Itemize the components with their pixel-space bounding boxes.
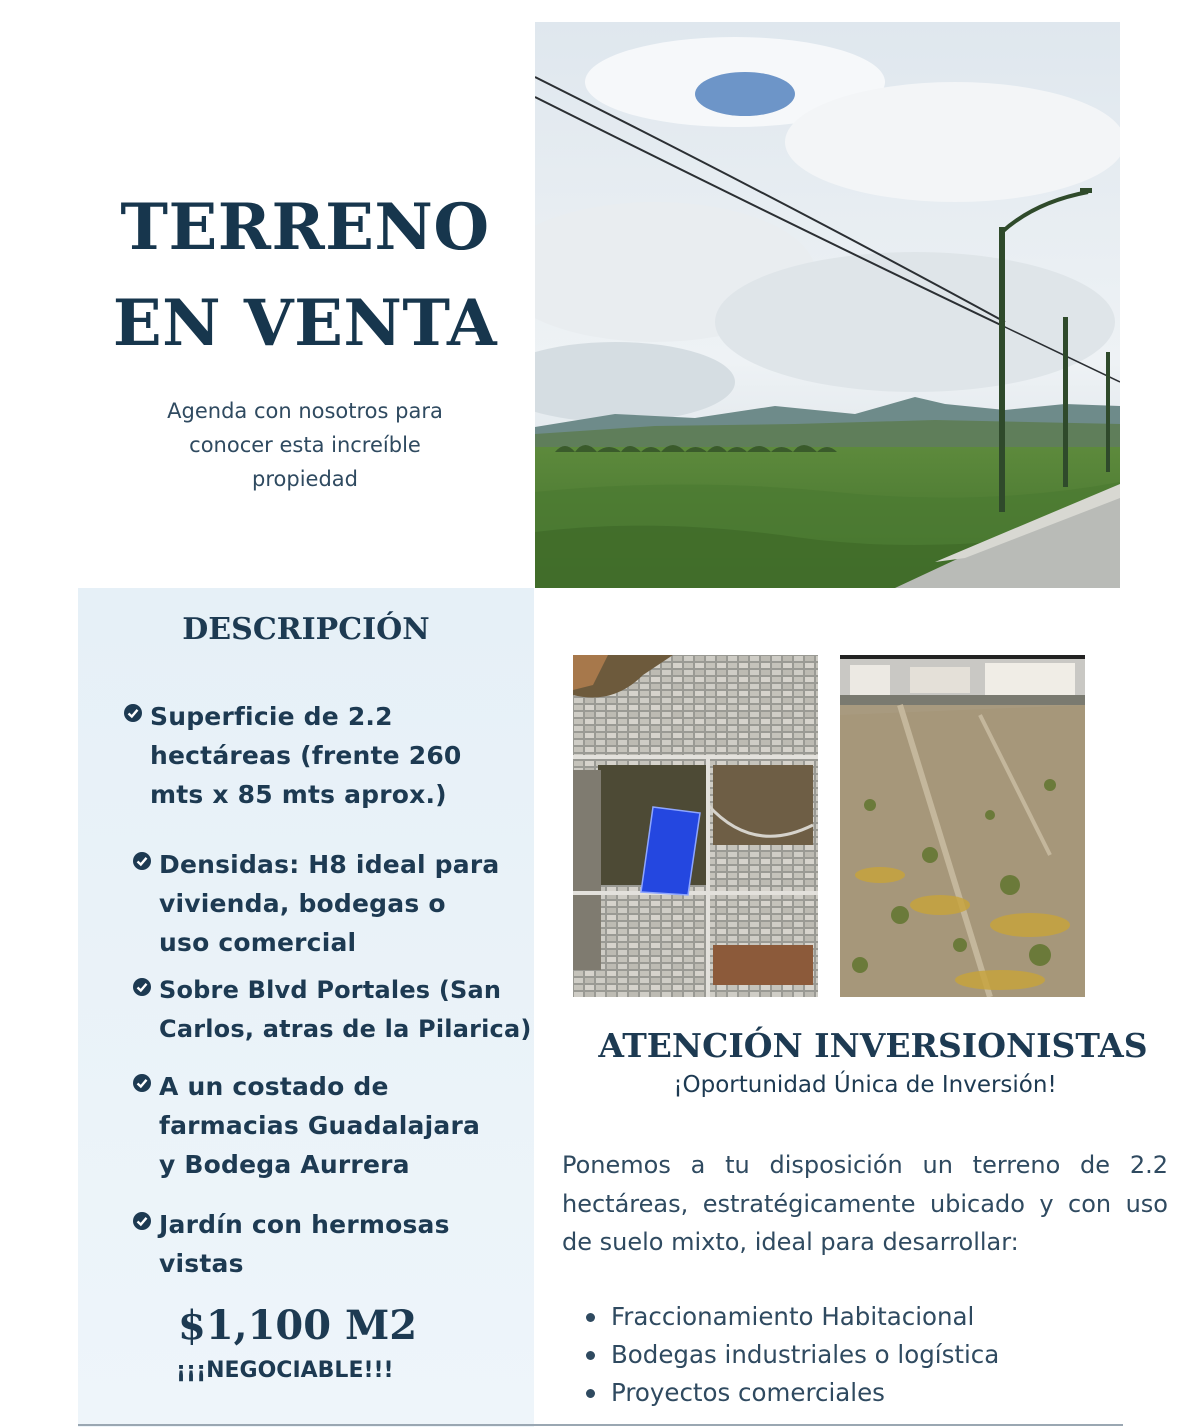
investors-heading: ATENCIÓN INVERSIONISTAS <box>598 1026 1148 1065</box>
feature-line: farmacias Guadalajara <box>159 1111 481 1140</box>
page-title-line-2: EN VENTA <box>112 286 498 361</box>
check-circle-icon <box>132 1073 152 1093</box>
opportunity-tagline: ¡Oportunidad Única de Inversión! <box>673 1072 1057 1098</box>
lot-ground-photo <box>840 655 1085 997</box>
check-circle-icon <box>123 703 143 723</box>
feature-line: mts x 85 mts aprox.) <box>150 780 447 809</box>
list-item <box>583 1336 999 1374</box>
check-circle-icon <box>132 977 152 997</box>
aerial-map-photo <box>573 655 818 997</box>
list-item-label: Proyectos comerciales <box>611 1378 885 1407</box>
feature-line: A un costado de <box>159 1072 389 1101</box>
bottom-divider <box>78 1424 1123 1426</box>
subtitle-line-1: Agenda con nosotros para <box>167 399 443 423</box>
feature-line: hectáreas (frente 260 <box>150 741 462 770</box>
feature-line: Jardín con hermosas <box>159 1210 450 1239</box>
feature-item <box>159 1067 559 1184</box>
list-item <box>583 1298 999 1336</box>
feature-item <box>159 1205 559 1283</box>
feature-item <box>159 971 539 1049</box>
negotiable-label: ¡¡¡NEGOCIABLE!!! <box>176 1358 394 1383</box>
bullet-dot-icon <box>586 1313 595 1322</box>
title-block <box>110 180 500 496</box>
bullet-dot-icon <box>586 1351 595 1360</box>
feature-line: y Bodega Aurrera <box>159 1150 410 1179</box>
intro-paragraph: Ponemos a tu disposición un terreno de 2.2 hectáreas, estratégicamente ubicado y con uso de suelo mixto, ideal para desarrollar: <box>562 1151 1168 1256</box>
feature-item <box>159 845 559 962</box>
list-item <box>583 1374 999 1412</box>
feature-line: Sobre Blvd Portales (San <box>159 976 502 1004</box>
list-item-label: Bodegas industriales o logística <box>611 1340 1000 1369</box>
bullet-dot-icon <box>586 1389 595 1398</box>
feature-line: Densidas: H8 ideal para <box>159 850 500 879</box>
subtitle <box>110 394 500 496</box>
page-title-line-1: TERRENO <box>120 190 490 265</box>
subtitle-line-2: conocer esta increíble <box>189 433 421 457</box>
feature-line: uso comercial <box>159 928 357 957</box>
feature-line: Superficie de 2.2 <box>150 702 393 731</box>
feature-line: vistas <box>159 1249 244 1278</box>
feature-line: Carlos, atras de la Pilarica) <box>159 1015 532 1043</box>
feature-line: vivienda, bodegas o <box>159 889 446 918</box>
feature-item <box>150 697 550 814</box>
uses-list <box>583 1298 999 1412</box>
check-circle-icon <box>132 851 152 871</box>
subtitle-line-3: propiedad <box>252 467 358 491</box>
price: $1,100 M2 <box>178 1302 418 1349</box>
list-item-label: Fraccionamiento Habitacional <box>611 1302 975 1331</box>
check-circle-icon <box>132 1211 152 1231</box>
description-heading: DESCRIPCIÓN <box>182 612 430 647</box>
hero-landscape-photo <box>535 22 1120 588</box>
